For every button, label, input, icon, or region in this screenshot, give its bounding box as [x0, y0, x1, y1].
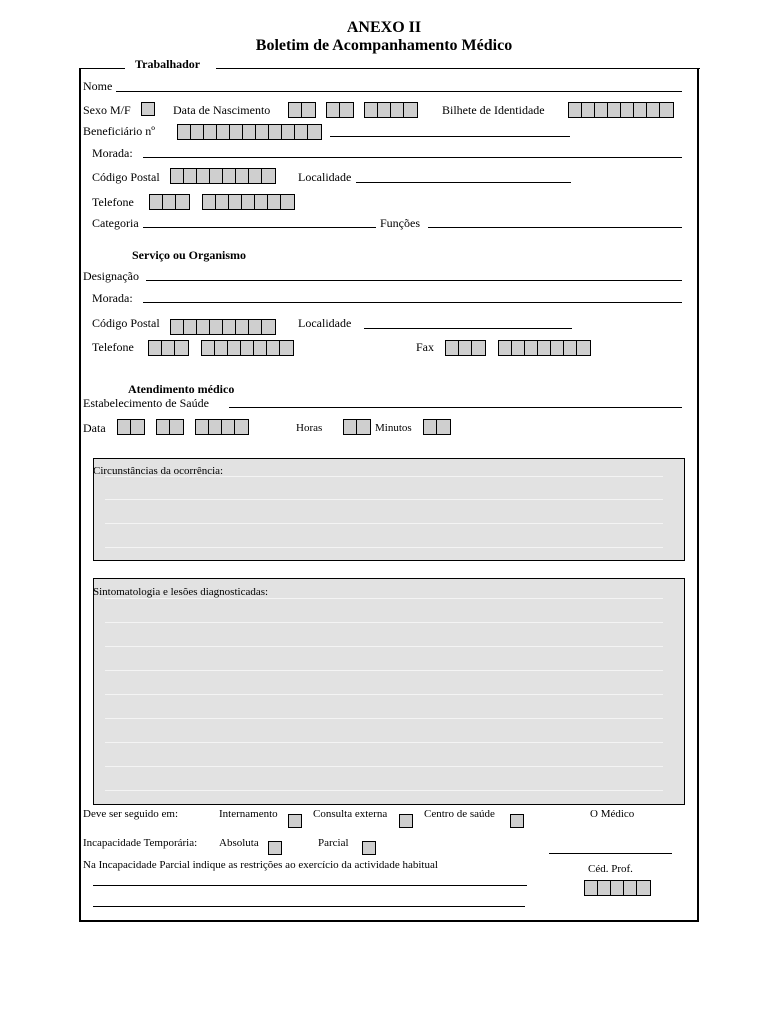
- codigo-postal-label: Código Postal: [92, 170, 160, 184]
- estabelecimento-field[interactable]: [229, 407, 682, 408]
- funcoes-label: Funções: [380, 216, 420, 230]
- internamento-checkbox[interactable]: [288, 814, 302, 828]
- consulta-checkbox[interactable]: [399, 814, 413, 828]
- consulta-label: Consulta externa: [313, 808, 388, 820]
- telefone-number-boxes[interactable]: [202, 194, 295, 210]
- sexo-label: Sexo M/F: [83, 103, 131, 117]
- servico-codigo-postal-boxes[interactable]: [170, 319, 276, 335]
- funcoes-field[interactable]: [428, 227, 682, 228]
- section-servico: Serviço ou Organismo: [132, 248, 246, 262]
- estabelecimento-label: Estabelecimento de Saúde: [83, 396, 209, 410]
- designacao-field[interactable]: [146, 280, 682, 281]
- section-atendimento: Atendimento médico: [128, 382, 235, 396]
- servico-localidade-label: Localidade: [298, 316, 352, 330]
- circunstancias-line: [105, 476, 663, 477]
- servico-telefone-prefix-boxes[interactable]: [148, 340, 189, 356]
- nascimento-dia-boxes[interactable]: [288, 102, 316, 118]
- sintomatologia-line: [105, 694, 663, 695]
- seguido-label: Deve ser seguido em:: [83, 808, 178, 820]
- servico-codigo-postal-label: Código Postal: [92, 316, 160, 330]
- fax-label: Fax: [416, 340, 434, 354]
- telefone-prefix-boxes[interactable]: [149, 194, 190, 210]
- beneficiario-boxes[interactable]: [177, 124, 322, 140]
- servico-telefone-number-boxes[interactable]: [201, 340, 294, 356]
- minutos-label: Minutos: [375, 422, 412, 434]
- telefone-label: Telefone: [92, 195, 134, 209]
- restricoes-line[interactable]: [93, 906, 525, 907]
- annex-heading: ANEXO II: [346, 19, 422, 36]
- morada-field[interactable]: [143, 157, 682, 158]
- medico-signature-line[interactable]: [549, 853, 672, 854]
- data-mes-boxes[interactable]: [156, 419, 184, 435]
- sintomatologia-line: [105, 598, 663, 599]
- categoria-field[interactable]: [143, 227, 376, 228]
- circunstancias-line: [105, 547, 663, 548]
- nome-field[interactable]: [116, 91, 682, 92]
- bi-boxes[interactable]: [568, 102, 674, 118]
- ced-prof-boxes[interactable]: [584, 880, 651, 896]
- sintomatologia-line: [105, 622, 663, 623]
- servico-localidade-field[interactable]: [364, 328, 572, 329]
- nascimento-ano-boxes[interactable]: [364, 102, 418, 118]
- beneficiario-line[interactable]: [330, 136, 570, 137]
- centro-checkbox[interactable]: [510, 814, 524, 828]
- servico-morada-label: Morada:: [92, 291, 133, 305]
- absoluta-label: Absoluta: [219, 837, 259, 849]
- sintomatologia-line: [105, 718, 663, 719]
- circunstancias-line: [105, 523, 663, 524]
- data-ano-boxes[interactable]: [195, 419, 249, 435]
- sintomatologia-line: [105, 742, 663, 743]
- circunstancias-label: Circunstâncias da ocorrência:: [93, 465, 224, 477]
- parcial-checkbox[interactable]: [362, 841, 376, 855]
- form-title: Boletim de Acompanhamento Médico: [255, 37, 513, 54]
- section-trabalhador: Trabalhador: [135, 57, 201, 71]
- sintomatologia-line: [105, 646, 663, 647]
- bi-label: Bilhete de Identidade: [442, 103, 545, 117]
- nascimento-label: Data de Nascimento: [173, 103, 271, 117]
- morada-label: Morada:: [92, 146, 133, 160]
- data-dia-boxes[interactable]: [117, 419, 145, 435]
- servico-morada-field[interactable]: [143, 302, 682, 303]
- horas-boxes[interactable]: [343, 419, 371, 435]
- nascimento-mes-boxes[interactable]: [326, 102, 354, 118]
- beneficiario-label: Beneficiário nº: [83, 124, 156, 138]
- nome-label: Nome: [83, 79, 113, 93]
- internamento-label: Internamento: [219, 808, 278, 820]
- ced-prof-label: Céd. Prof.: [588, 863, 633, 875]
- restricoes-label: Na Incapacidade Parcial indique as restrições ao exercício da actividade habitual: [83, 859, 438, 871]
- fax-number-boxes[interactable]: [498, 340, 591, 356]
- designacao-label: Designação: [83, 269, 139, 283]
- restricoes-line[interactable]: [93, 885, 527, 886]
- servico-telefone-label: Telefone: [92, 340, 134, 354]
- horas-label: Horas: [296, 422, 323, 434]
- absoluta-checkbox[interactable]: [268, 841, 282, 855]
- sintomatologia-line: [105, 790, 663, 791]
- centro-label: Centro de saúde: [424, 808, 495, 820]
- sintomatologia-label: Sintomatologia e lesões diagnosticadas:: [93, 586, 269, 598]
- circunstancias-line: [105, 499, 663, 500]
- localidade-field[interactable]: [356, 182, 571, 183]
- incapacidade-label: Incapacidade Temporária:: [83, 837, 198, 849]
- parcial-label: Parcial: [318, 837, 349, 849]
- codigo-postal-boxes[interactable]: [170, 168, 276, 184]
- categoria-label: Categoria: [92, 216, 139, 230]
- sintomatologia-line: [105, 766, 663, 767]
- sintomatologia-line: [105, 670, 663, 671]
- sintomatologia-box[interactable]: [93, 578, 685, 805]
- minutos-boxes[interactable]: [423, 419, 451, 435]
- localidade-label: Localidade: [298, 170, 352, 184]
- sexo-box[interactable]: [141, 102, 155, 116]
- fax-prefix-boxes[interactable]: [445, 340, 486, 356]
- medico-label: O Médico: [590, 808, 635, 820]
- data-label: Data: [83, 421, 106, 435]
